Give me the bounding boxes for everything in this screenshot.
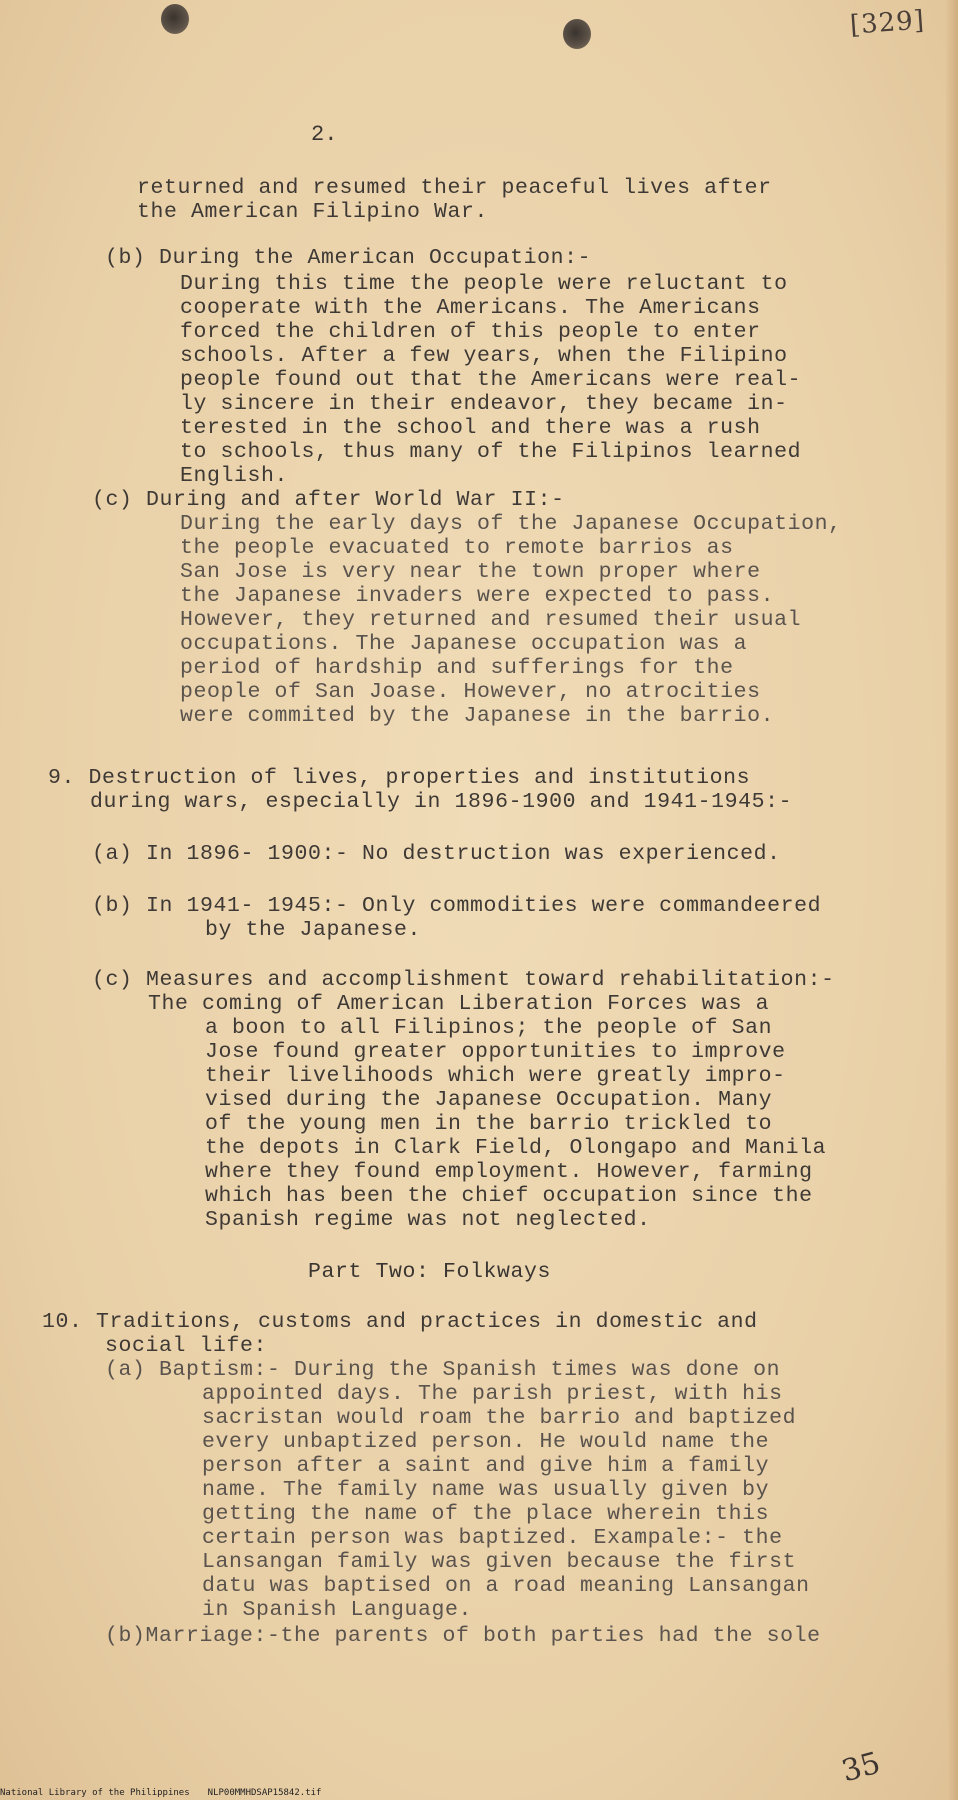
text-line: The coming of American Liberation Forces was a bbox=[148, 992, 770, 1016]
text-line: forced the children of this people to enter bbox=[180, 320, 761, 344]
page-number: 2. bbox=[311, 122, 338, 147]
text-line: Jose found greater opportunities to improve bbox=[205, 1040, 786, 1064]
text-line: which has been the chief occupation since the bbox=[205, 1184, 813, 1208]
item-9c: (c) Measures and accomplishment toward rehabilitation:- bbox=[92, 968, 835, 992]
text-line: datu was baptised on a road meaning Lansangan bbox=[202, 1574, 810, 1598]
scan-filename: NLP00MMHDSAP15842.tif bbox=[207, 1788, 322, 1798]
part-two-heading: Part Two: Folkways bbox=[308, 1260, 552, 1284]
text-line: Spanish regime was not neglected. bbox=[205, 1208, 651, 1232]
paper-edge bbox=[946, 0, 958, 1800]
text-line: the people evacuated to remote barrios as bbox=[180, 536, 734, 560]
text-line: San Jose is very near the town proper where bbox=[180, 560, 761, 584]
text-line: where they found employment. However, farming bbox=[205, 1160, 813, 1184]
text-line: appointed days. The parish priest, with his bbox=[202, 1382, 783, 1406]
text-line: during wars, especially in 1896-1900 and 1941-1945:- bbox=[90, 790, 793, 814]
text-line: However, they returned and resumed their usual bbox=[180, 608, 802, 632]
text-line: terested in the school and there was a rush bbox=[180, 416, 761, 440]
text-line: certain person was baptized. Exampale:- the bbox=[202, 1526, 783, 1550]
scan-footer bbox=[0, 1788, 321, 1798]
text-line: the depots in Clark Field, Olongapo and Manila bbox=[205, 1136, 827, 1160]
item-10-heading: 10. Traditions, customs and practices in domestic and bbox=[42, 1310, 758, 1334]
text-line: ly sincere in their endeavor, they became in- bbox=[180, 392, 788, 416]
text-line: were commited by the Japanese in the barrio. bbox=[180, 704, 775, 728]
text-line: During the early days of the Japanese Occupation, bbox=[180, 512, 842, 536]
item-9a: (a) In 1896- 1900:- No destruction was experienced. bbox=[92, 842, 781, 866]
folio-mark: 35 bbox=[838, 1745, 885, 1790]
text-line: of the young men in the barrio trickled to bbox=[205, 1112, 773, 1136]
text-line: person after a saint and give him a family bbox=[202, 1454, 770, 1478]
text-line: schools. After a few years, when the Filipino bbox=[180, 344, 788, 368]
text-line: occupations. The Japanese occupation was a bbox=[180, 632, 748, 656]
text-line: to schools, thus many of the Filipinos learned bbox=[180, 440, 802, 464]
text-line: their livelihoods which were greatly impro- bbox=[205, 1064, 786, 1088]
text-line: cooperate with the Americans. The Americans bbox=[180, 296, 761, 320]
section-heading-c: (c) During and after World War II:- bbox=[92, 488, 565, 512]
text-line: English. bbox=[180, 464, 289, 488]
text-line: sacristan would roam the barrio and baptized bbox=[202, 1406, 797, 1430]
text-line: social life: bbox=[105, 1334, 268, 1358]
text-line: returned and resumed their peaceful lives after bbox=[137, 176, 772, 200]
text-line: period of hardship and sufferings for the bbox=[180, 656, 734, 680]
manuscript-reference: [329] bbox=[849, 5, 926, 41]
text-line: people found out that the Americans were real- bbox=[180, 368, 802, 392]
text-line: getting the name of the place wherein this bbox=[202, 1502, 770, 1526]
text-line: in Spanish Language. bbox=[202, 1598, 473, 1622]
text-line: vised during the Japanese Occupation. Many bbox=[205, 1088, 773, 1112]
section-heading-b: (b) During the American Occupation:- bbox=[105, 246, 592, 270]
library-name: National Library of the Philippines bbox=[0, 1788, 190, 1798]
text-line: every unbaptized person. He would name the bbox=[202, 1430, 770, 1454]
item-10a: (a) Baptism:- During the Spanish times was done on bbox=[105, 1358, 781, 1382]
text-line: name. The family name was usually given by bbox=[202, 1478, 770, 1502]
item-10b: (b)Marriage:-the parents of both parties had the sole bbox=[105, 1624, 821, 1648]
text-line: Lansangan family was given because the first bbox=[202, 1550, 797, 1574]
punch-hole bbox=[563, 19, 591, 49]
item-9-heading: 9. Destruction of lives, properties and institutions bbox=[48, 766, 751, 790]
text-line: by the Japanese. bbox=[205, 918, 422, 942]
text-line: During this time the people were reluctant to bbox=[180, 272, 788, 296]
text-line: the American Filipino War. bbox=[137, 200, 489, 224]
punch-hole bbox=[161, 4, 189, 34]
text-line: a boon to all Filipinos; the people of San bbox=[205, 1016, 773, 1040]
text-line: people of San Joase. However, no atrocities bbox=[180, 680, 761, 704]
item-9b: (b) In 1941- 1945:- Only commodities were commandeered bbox=[92, 894, 822, 918]
text-line: the Japanese invaders were expected to pass. bbox=[180, 584, 775, 608]
